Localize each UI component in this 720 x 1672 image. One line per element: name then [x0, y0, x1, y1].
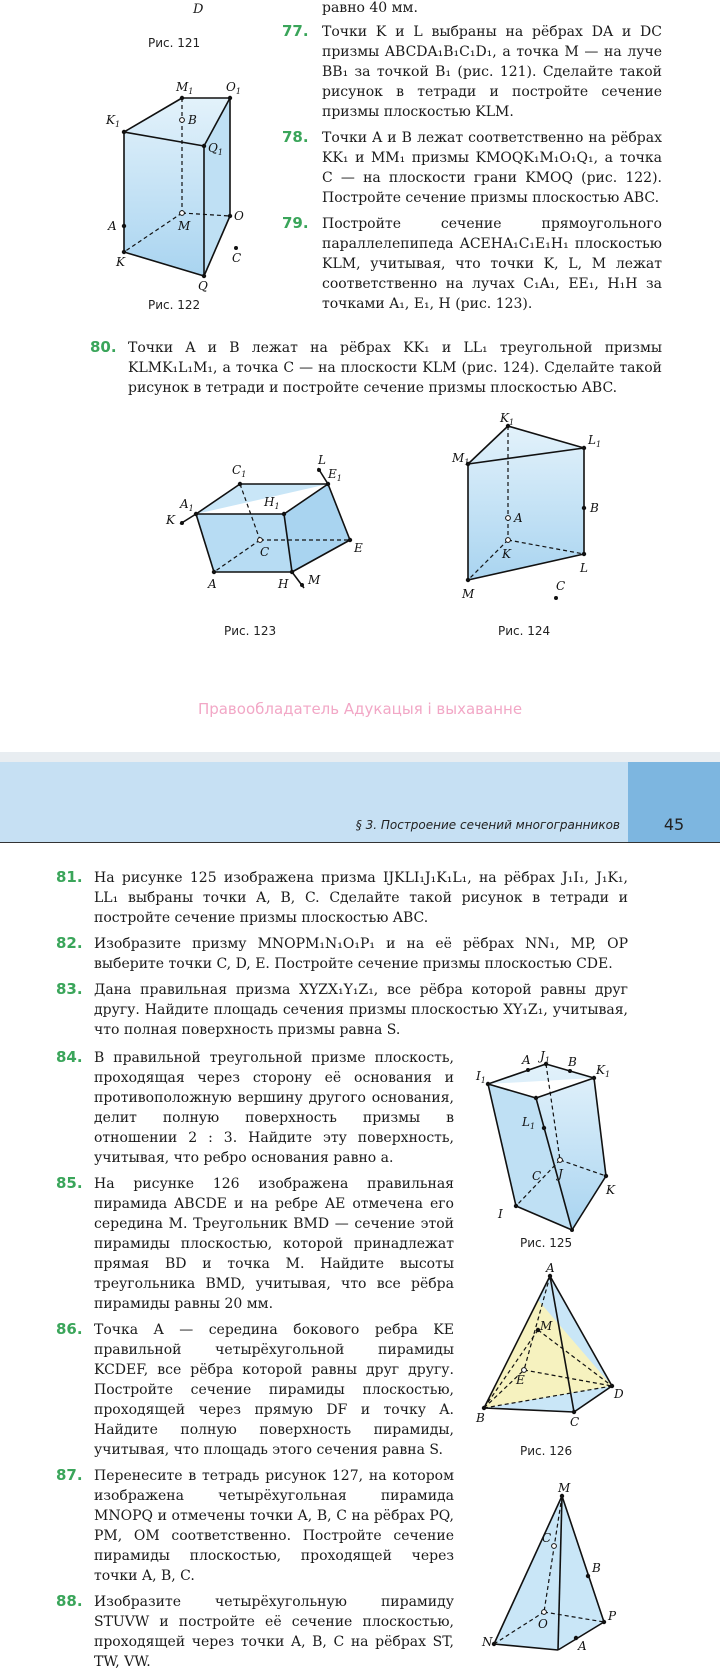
label-L1: $L_1$: [588, 433, 602, 449]
problem-84: 84. В правильной треугольной призме плоскость, проходящая через сторону её основания и противоположную вершину другого основания, делит полную поверхность призмы в отношении 2 : 3. Найдите эту поверхность, учитывая, что ребро основания равно a.: [56, 1048, 454, 1166]
label-H1: $H_1$: [264, 495, 280, 511]
label-C: C: [260, 545, 270, 559]
label-M: M: [308, 573, 321, 587]
cutoff-text: равно 40 мм.: [322, 0, 418, 16]
label-M: M: [540, 1319, 553, 1333]
label-C: C: [556, 579, 566, 593]
fig124-caption: Рис. 124: [498, 624, 551, 638]
problem-87: 87. Перенесите в тетрадь рисунок 127, на котором изображена четырёхугольная пирамида MNOPQ и отмечены точки A, B, C на рёбрах PQ, PM, OM соответственно. Постройте сечение пирамиды плоскостью, проходящей через точки A, B, C.: [56, 1466, 454, 1584]
problem-86: 86. Точка A — середина бокового ребра KE правильной четырёхугольной пирамиды KCDEF, все рёбра которой равны друг другу. Постройте сечение пирамиды плоскостью, проходящей через прямую DF и точку A. Найдите полную поверхность пирамиды, учитывая, что площадь этого сечения равна S.: [56, 1320, 454, 1458]
label-B: B: [476, 1411, 485, 1425]
page-number: 45: [663, 815, 685, 834]
label-I1: $I_1$: [476, 1069, 486, 1085]
label-E: E: [354, 541, 363, 555]
label-M: M: [462, 587, 475, 601]
label-Q: Q: [198, 279, 208, 293]
label-M: M: [558, 1481, 571, 1495]
problem-83: 83. Дана правильная призма XYZX₁Y₁Z₁, все рёбра которой равны друг другу. Найдите площадь сечения призмы плоскостью XY₁Z₁, учитывая, что полная поверхность призмы равна S.: [56, 980, 628, 1038]
label-J: J: [558, 1167, 563, 1181]
label-C1: $C_1$: [232, 463, 247, 479]
problem-77: 77. Точки K и L выбраны на рёбрах DA и DC призмы ABCDA₁B₁C₁D₁, а точка M — на луче BB₁ за точкой B₁ (рис. 121). Сделайте такой рисунок в тетради и постройте сечение призмы плоскостью KLM.: [282, 22, 662, 120]
fig122-caption: Рис. 122: [148, 298, 201, 312]
label-A1: $A_1$: [180, 497, 194, 513]
label-L1: $L_1$: [522, 1115, 536, 1131]
problems-84-88: [56, 1048, 454, 1672]
label-H: H: [278, 577, 289, 591]
problem-85: 85. На рисунке 126 изображена правильная пирамида ABCDE и на ребре AE отмечена его середина M. Треугольник BMD — сечение этой пирамиды плоскостью, которой принадлежат прямая BD и точка M. Найдите высоты треугольника BMD, учитывая, что все рёбра пирамиды равны 20 мм.: [56, 1174, 454, 1312]
label-C: C: [542, 1531, 552, 1545]
label-J1: $J_1$: [540, 1049, 550, 1065]
fig123-caption: Рис. 123: [224, 624, 277, 638]
header-rule: [0, 842, 720, 843]
label-A: A: [546, 1261, 555, 1275]
problems-77-79: [282, 22, 662, 314]
label-B: B: [568, 1055, 577, 1069]
fig121-caption: Рис. 121: [148, 36, 201, 50]
label-E: E: [516, 1373, 525, 1387]
problem-88: 88. Изобразите четырёхугольную пирамиду STUVW и постройте её сечение плоскостью, проходящей через точки A, B, C на рёбрах ST, TW, VW.: [56, 1592, 454, 1670]
label-O1: $O_1$: [226, 80, 241, 96]
fig125-caption: Рис. 125: [520, 1236, 573, 1250]
label-O: O: [234, 209, 244, 223]
label-I: I: [498, 1207, 503, 1221]
label-M: M: [178, 219, 191, 233]
label-K: K: [116, 255, 125, 269]
label-C: C: [532, 1169, 542, 1183]
problem-80: 80. Точки A и B лежат на рёбрах KK₁ и LL₁ треугольной призмы KLMK₁L₁M₁, а точка C — на плоскости KLM (рис. 124). Сделайте такой рисунок в тетради и постройте сечение призмы плоскостью ABC.: [90, 338, 662, 396]
label-M1: $M_1$: [452, 451, 470, 467]
problem-79: 79. Постройте сечение прямоугольного параллелепипеда ACEHA₁C₁E₁H₁ плоскостью KLM, учитывая, что точки K, L, M лежат соответственно на лучах C₁A₁, EE₁, H₁H за точками A₁, E₁, H (рис. 123).: [282, 214, 662, 312]
label-N: N: [482, 1635, 493, 1649]
cutoff-vertex-label: D: [193, 2, 204, 17]
label-K: K: [502, 547, 511, 561]
fig125-prism: [476, 1049, 626, 1230]
label-E1: $E_1$: [328, 467, 342, 483]
label-D: D: [614, 1387, 624, 1401]
label-O: O: [538, 1617, 548, 1631]
fig126-caption: Рис. 126: [520, 1444, 573, 1458]
label-C: C: [570, 1415, 580, 1429]
label-B: B: [188, 113, 197, 127]
problems-81-83: [56, 868, 628, 1040]
label-K1: $K_1$: [106, 113, 121, 129]
label-C: C: [232, 251, 242, 265]
label-K: K: [166, 513, 175, 527]
label-A: A: [514, 511, 523, 525]
section-title: § 3. Построение сечений многогранников: [355, 818, 620, 832]
label-A: A: [522, 1053, 531, 1067]
label-A: A: [578, 1639, 587, 1653]
fig124-triangular-prism: [444, 412, 614, 612]
problem-78: 78. Точки A и B лежат соответственно на рёбрах KK₁ и MM₁ призмы KMOQK₁M₁O₁Q₁, а точка C — на плоскости грани KMOQ (рис. 122). Постройте сечение призмы плоскостью ABC.: [282, 128, 662, 206]
label-A: A: [108, 219, 117, 233]
label-Q1: $Q_1$: [208, 141, 223, 157]
label-K1: $K_1$: [596, 1063, 611, 1079]
problem-81: 81. На рисунке 125 изображена призма IJKLI₁J₁K₁L₁, на рёбрах J₁I₁, J₁K₁, LL₁ выбраны точки A, B, C. Сделайте такой рисунок в тетради и постройте сечение призмы плоскостью ABC.: [56, 868, 628, 926]
problem-82: 82. Изобразите призму MNOPM₁N₁O₁P₁ и на её рёбрах NN₁, MP, OP выберите точки C, D, E. Постройте сечение призмы плоскостью CDE.: [56, 934, 628, 972]
label-B: B: [592, 1561, 601, 1575]
copyright-watermark: Правообладатель Адукацыя і выхаванне: [197, 700, 523, 718]
fig127-pyramid: [474, 1481, 634, 1653]
label-M1: $M_1$: [176, 80, 194, 96]
label-L: L: [580, 561, 588, 575]
label-B: B: [590, 501, 599, 515]
fig126-pyramid: [472, 1261, 632, 1430]
label-P: P: [608, 1609, 617, 1623]
label-L: L: [318, 453, 326, 467]
fig122-prism: [100, 78, 260, 293]
label-K: K: [606, 1183, 615, 1197]
label-K1: $K_1$: [500, 411, 515, 427]
page-break-strip: [0, 752, 720, 762]
fig123-parallelepiped: [160, 448, 390, 598]
label-A: A: [208, 577, 217, 591]
